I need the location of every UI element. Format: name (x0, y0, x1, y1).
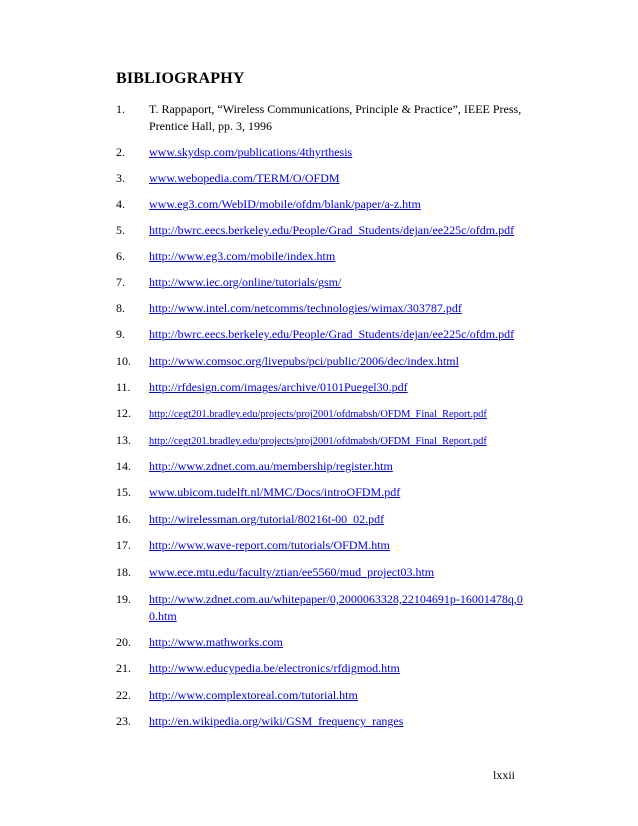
entry-number: 4. (116, 197, 125, 211)
entry-link[interactable]: http://www.zdnet.com.au/membership/register.htm (149, 459, 393, 473)
entry-link[interactable]: http://www.educypedia.be/electronics/rfdigmod.htm (149, 661, 400, 675)
entry-link[interactable]: http://www.complextoreal.com/tutorial.htm (149, 688, 358, 702)
entry-link[interactable]: http://bwrc.eecs.berkeley.edu/People/Grad_Students/dejan/ee225c/ofdm.pdf (149, 223, 515, 237)
entry-number: 1. (116, 102, 125, 116)
entry-link[interactable]: http://rfdesign.com/images/archive/0101Puegel30.pdf (149, 380, 408, 394)
entry-link[interactable]: http://bwrc.eecs.berkeley.edu/People/Grad_Students/dejan/ee225c/ofdm.pdf (149, 327, 515, 341)
entry-link[interactable]: www.skydsp.com/publications/4thyrthesis (149, 145, 353, 159)
bibliography-heading: BIBLIOGRAPHY (116, 70, 245, 87)
entry-link[interactable]: http://www.comsoc.org/livepubs/pci/public/2006/dec/index.html (149, 354, 459, 368)
entry-number: 8. (116, 301, 125, 315)
entry-link[interactable]: http://www.mathworks.com (149, 635, 283, 649)
entry-number: 17. (116, 538, 131, 552)
entry-number: 21. (116, 661, 131, 675)
entry-link[interactable]: http://www.intel.com/netcomms/technologies/wimax/303787.pdf (149, 301, 462, 315)
entry-link[interactable]: http://www.eg3.com/mobile/index.htm (149, 249, 336, 263)
entry-number: 14. (116, 459, 131, 473)
entry-number: 16. (116, 512, 131, 526)
entry-link[interactable]: http://www.wave-report.com/tutorials/OFDM.htm (149, 538, 390, 552)
entry-link[interactable]: www.eg3.com/WebID/mobile/ofdm/blank/paper/a-z.htm (149, 197, 421, 211)
entry-link[interactable]: http://wirelessman.org/tutorial/80216t-00_02.pdf (149, 512, 385, 526)
entry-number: 6. (116, 249, 125, 263)
entry-number: 12. (116, 406, 131, 420)
entry-number: 23. (116, 714, 131, 728)
entry-number: 7. (116, 275, 125, 289)
entry-number: 9. (116, 327, 125, 341)
entry-link[interactable]: www.ubicom.tudelft.nl/MMC/Docs/introOFDM.pdf (149, 485, 401, 499)
entry-number: 10. (116, 354, 131, 368)
entry-link[interactable]: http://cegt201.bradley.edu/projects/proj2001/ofdmabsh/OFDM_Final_Report.pdf (149, 409, 487, 420)
entry-number: 11. (116, 380, 131, 394)
entry-number: 18. (116, 565, 131, 579)
entry-link[interactable]: http://www.zdnet.com.au/whitepaper/0,2000063328,22104691p-16001478q,00.htm (149, 592, 523, 623)
entry-citation: T. Rappaport, “Wireless Communications, Principle & Practice”, IEEE Press, Prentice Hall, pp. 3, 1996 (149, 102, 522, 133)
entry-number: 19. (116, 592, 131, 606)
entry-number: 20. (116, 635, 131, 649)
entry-link[interactable]: www.webopedia.com/TERM/O/OFDM (149, 171, 340, 185)
entry-number: 2. (116, 145, 125, 159)
entry-number: 5. (116, 223, 125, 237)
entry-number: 13. (116, 433, 131, 447)
entry-link[interactable]: http://cegt201.bradley.edu/projects/proj2001/ofdmabsh/OFDM_Final_Report.pdf (149, 436, 487, 447)
entry-number: 15. (116, 485, 131, 499)
entry-link[interactable]: http://www.iec.org/online/tutorials/gsm/ (149, 275, 342, 289)
entry-link[interactable]: www.ece.mtu.edu/faculty/ztian/ee5560/mud_project03.htm (149, 565, 435, 579)
entry-link[interactable]: http://en.wikipedia.org/wiki/GSM_frequency_ranges (149, 714, 404, 728)
entry-number: 3. (116, 171, 125, 185)
page-number: lxxii (493, 768, 516, 782)
entry-number: 22. (116, 688, 131, 702)
